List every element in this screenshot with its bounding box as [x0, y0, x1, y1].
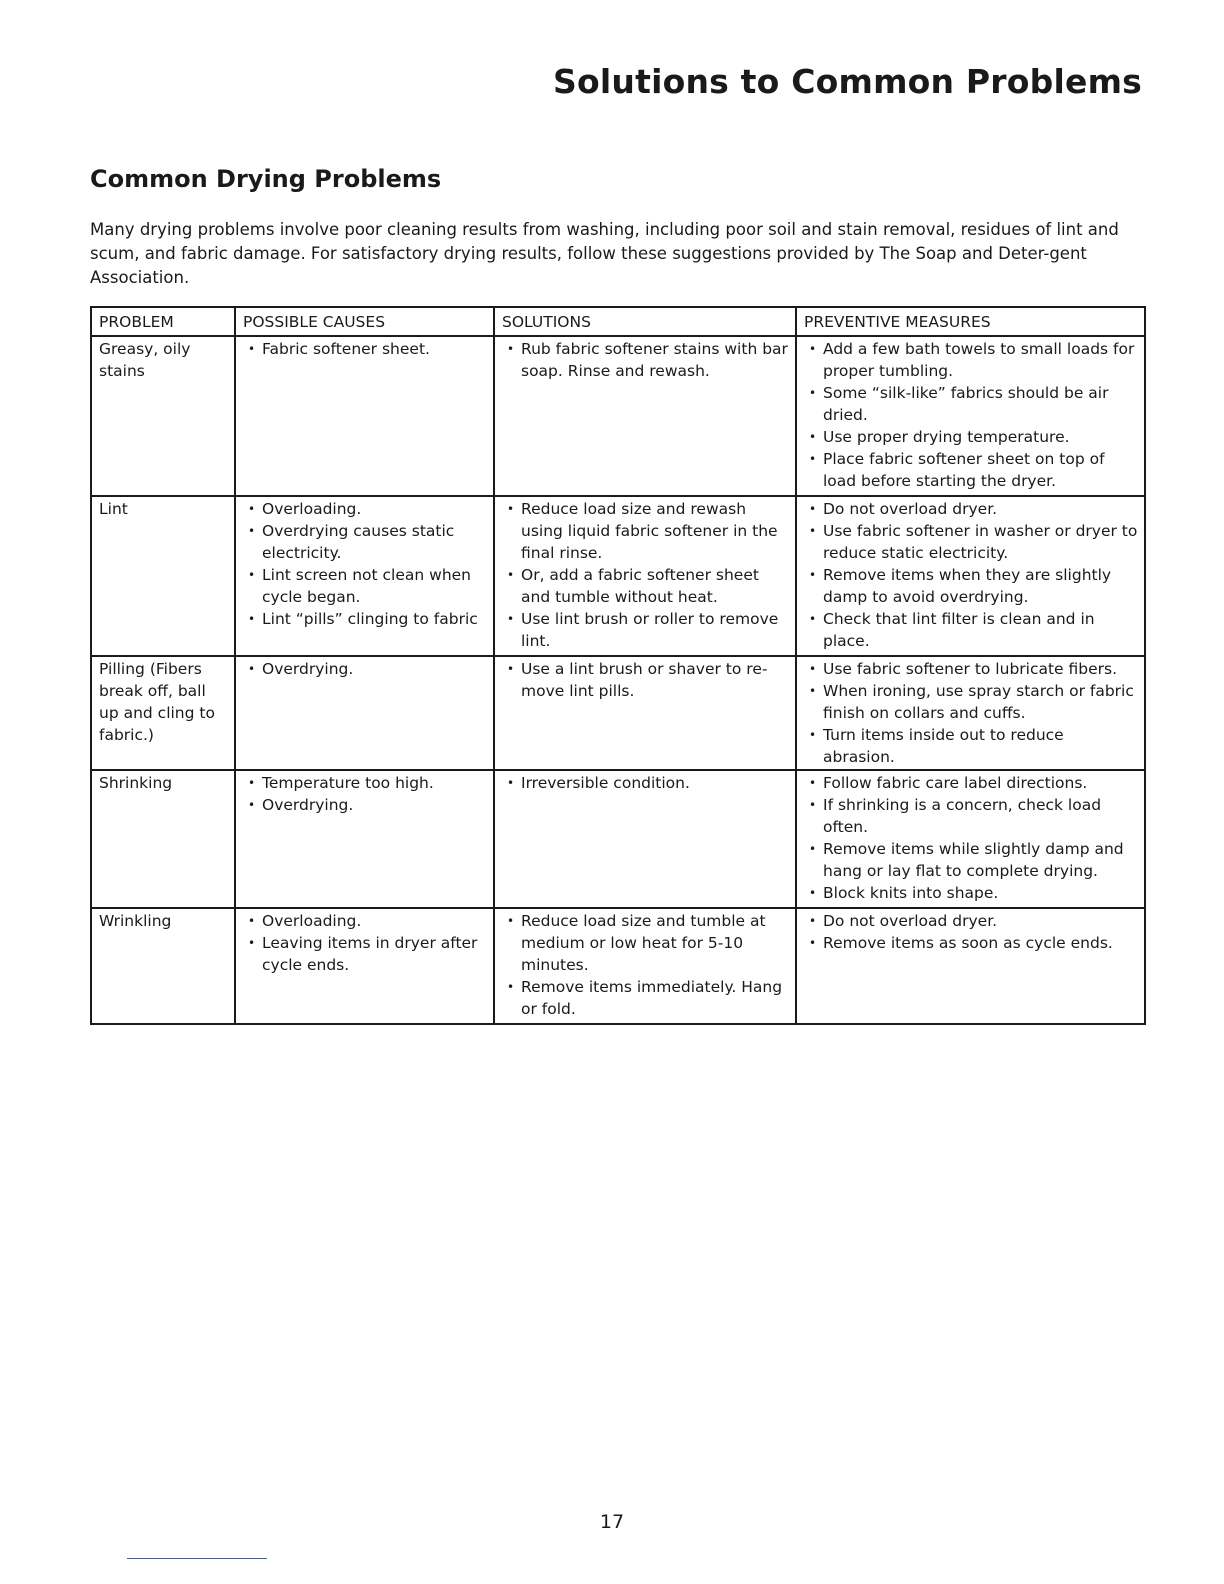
- list-item: • Overdrying causes static electricity.: [243, 520, 487, 564]
- problem-cell: Greasy, oily stains: [91, 336, 235, 496]
- list-item: • Remove items when they are slightly damp to avoid overdrying.: [804, 564, 1138, 608]
- list-item: • When ironing, use spray starch or fabric finish on collars and cuffs.: [804, 680, 1138, 724]
- list-item: • Overloading.: [243, 498, 487, 520]
- list-item: • Remove items immediately. Hang or fold.: [502, 976, 789, 1020]
- measures-cell: [796, 496, 1145, 656]
- list-item: • Temperature too high.: [243, 772, 487, 794]
- table-header-row: [91, 307, 1145, 336]
- footer-divider: [127, 1558, 267, 1559]
- list-item: • Lint screen not clean when cycle began.: [243, 564, 487, 608]
- list-item: • Do not overload dryer.: [804, 910, 1138, 932]
- problem-cell: Pilling (Fibers break off, ball up and cling to fabric.): [91, 656, 235, 770]
- header-solutions: SOLUTIONS: [494, 307, 796, 336]
- problem-cell: Lint: [91, 496, 235, 656]
- list-item: • Place fabric softener sheet on top of load before starting the dryer.: [804, 448, 1138, 492]
- list-item: • Do not overload dryer.: [804, 498, 1138, 520]
- list-item: • If shrinking is a concern, check load often.: [804, 794, 1138, 838]
- list-item: • Follow fabric care label directions.: [804, 772, 1138, 794]
- measures-cell: [796, 656, 1145, 770]
- measures-cell: [796, 908, 1145, 1024]
- intro-paragraph: Many drying problems involve poor cleaning results from washing, including poor soil and stain removal, residues of lint and scum, and fabric damage. For satisfactory drying results, follow these suggestions provided by The Soap and Deter-gent Association.: [90, 220, 1119, 287]
- causes-cell: [235, 496, 494, 656]
- table-row: [91, 336, 1145, 496]
- solutions-cell: [494, 770, 796, 908]
- list-item: • Irreversible condition.: [502, 772, 789, 794]
- header-possible-causes: POSSIBLE CAUSES: [235, 307, 494, 336]
- page-title: Solutions to Common Problems: [553, 62, 1142, 101]
- problem-cell: Wrinkling: [91, 908, 235, 1024]
- list-item: • Some “silk-like” fabrics should be air dried.: [804, 382, 1138, 426]
- list-item: • Use a lint brush or shaver to re-move lint pills.: [502, 658, 789, 702]
- list-item: • Remove items as soon as cycle ends.: [804, 932, 1138, 954]
- drying-problems-table: [90, 306, 1146, 1025]
- page-number: 17: [599, 1511, 625, 1533]
- causes-cell: [235, 770, 494, 908]
- causes-cell: [235, 656, 494, 770]
- list-item: • Reduce load size and rewash using liquid fabric softener in the final rinse.: [502, 498, 789, 564]
- problem-cell: Shrinking: [91, 770, 235, 908]
- list-item: • Or, add a fabric softener sheet and tumble without heat.: [502, 564, 789, 608]
- list-item: • Reduce load size and tumble at medium or low heat for 5-10 minutes.: [502, 910, 789, 976]
- section-title: Common Drying Problems: [90, 165, 442, 193]
- list-item: • Use lint brush or roller to remove lint.: [502, 608, 789, 652]
- solutions-cell: [494, 496, 796, 656]
- solutions-cell: [494, 908, 796, 1024]
- list-item: • Use fabric softener in washer or dryer to reduce static electricity.: [804, 520, 1138, 564]
- list-item: • Block knits into shape.: [804, 882, 1138, 904]
- list-item: • Lint “pills” clinging to fabric: [243, 608, 487, 630]
- measures-cell: [796, 336, 1145, 496]
- header-problem: PROBLEM: [91, 307, 235, 336]
- list-item: • Remove items while slightly damp and hang or lay flat to complete drying.: [804, 838, 1138, 882]
- list-item: • Turn items inside out to reduce abrasion.: [804, 724, 1138, 768]
- table-row: [91, 770, 1145, 908]
- list-item: • Use proper drying temperature.: [804, 426, 1138, 448]
- header-preventive-measures: PREVENTIVE MEASURES: [796, 307, 1145, 336]
- solutions-cell: [494, 336, 796, 496]
- solutions-cell: [494, 656, 796, 770]
- list-item: • Leaving items in dryer after cycle ends.: [243, 932, 487, 976]
- causes-cell: [235, 908, 494, 1024]
- list-item: • Rub fabric softener stains with bar soap. Rinse and rewash.: [502, 338, 789, 382]
- list-item: • Overdrying.: [243, 658, 487, 680]
- list-item: • Fabric softener sheet.: [243, 338, 487, 360]
- list-item: • Overloading.: [243, 910, 487, 932]
- list-item: • Add a few bath towels to small loads for proper tumbling.: [804, 338, 1138, 382]
- table-row: [91, 656, 1145, 770]
- table-row: [91, 496, 1145, 656]
- causes-cell: [235, 336, 494, 496]
- measures-cell: [796, 770, 1145, 908]
- list-item: • Use fabric softener to lubricate fibers.: [804, 658, 1138, 680]
- table-row: [91, 908, 1145, 1024]
- list-item: • Check that lint filter is clean and in place.: [804, 608, 1138, 652]
- list-item: • Overdrying.: [243, 794, 487, 816]
